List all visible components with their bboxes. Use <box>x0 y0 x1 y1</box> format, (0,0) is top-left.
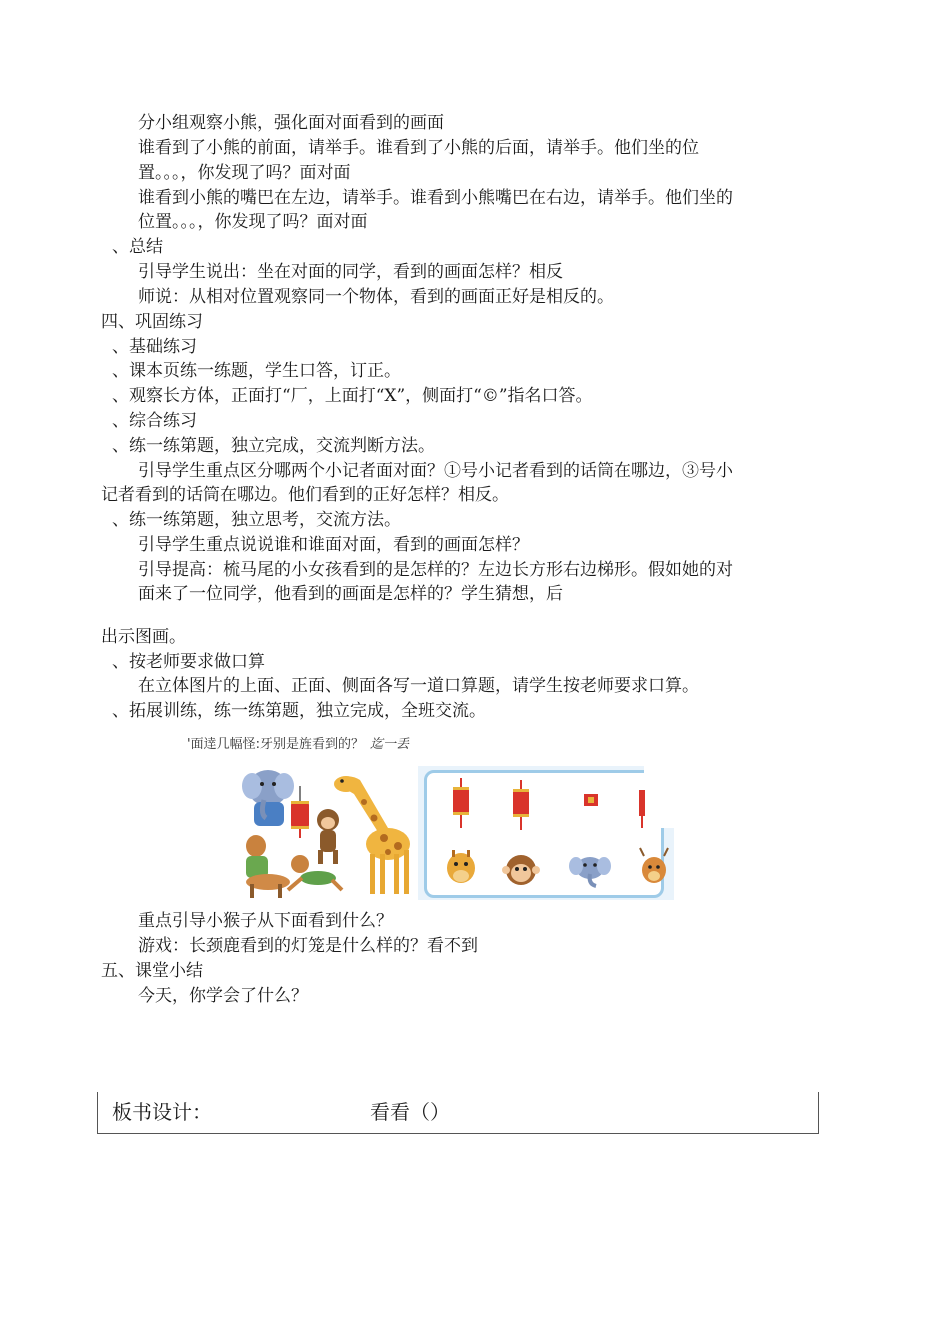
text-line: 游戏：长颈鹿看到的灯笼是什么样的？看不到 <box>138 936 478 956</box>
section-heading: 、按老师要求做口算 <box>112 652 265 672</box>
section-heading: 、总结 <box>112 237 163 257</box>
figure-caption <box>187 733 409 752</box>
section-heading: 五、课堂小结 <box>101 961 203 981</box>
text-line: 师说：从相对位置观察同一个物体，看到的画面正好是相反的。 <box>138 287 614 307</box>
text-line: 引导学生说出：坐在对面的同学，看到的画面怎样？相反 <box>138 262 563 282</box>
text-line: 今天，你学会了什么？ <box>138 986 308 1006</box>
monkey-icon <box>317 809 339 864</box>
text-line: 谁看到了小熊的前面，请举手。谁看到了小熊的后面，请举手。他们坐的位 <box>138 138 699 158</box>
text-line: 、练一练第题，独立思考，交流方法。 <box>112 510 401 530</box>
elephant-face-icon <box>569 857 611 886</box>
lantern-icon <box>291 786 309 838</box>
text-line: 引导学生重点说说谁和谁面对面，看到的画面怎样？ <box>138 535 529 555</box>
text-line: 、观察长方体，正面打“厂，上面打“X”，侧面打“©”指名口答。 <box>112 386 593 406</box>
section-heading: 、基础练习 <box>112 337 197 357</box>
lantern-bottom-icon <box>584 794 598 806</box>
lantern-icon <box>453 778 469 828</box>
lantern-icon <box>513 780 529 830</box>
text-line: 记者看到的话筒在哪边。他们看到的正好怎样？相反。 <box>101 485 509 505</box>
giraffe-icon <box>334 776 410 894</box>
figure-caption-tail: 迄一丢 <box>369 737 409 752</box>
elephant-icon <box>242 770 294 826</box>
animals-illustration <box>238 766 416 902</box>
section-heading: 、综合练习 <box>112 411 197 431</box>
text-line: 、课本页练一练题，学生口答，订正。 <box>112 361 401 381</box>
text-line: 分小组观察小熊，强化面对面看到的画面 <box>138 113 444 133</box>
views-icons <box>418 766 674 900</box>
board-design-title: 看看（） <box>370 1100 450 1124</box>
text-line: 出示图画。 <box>101 627 186 647</box>
giraffe-face-icon <box>447 850 475 883</box>
text-line: 、练一练第题，独立完成，交流判断方法。 <box>112 436 435 456</box>
text-line: 谁看到小熊的嘴巴在左边，请举手。谁看到小熊嘴巴在右边，请举手。他们坐的 <box>138 188 733 208</box>
text-line: 引导学生重点区分哪两个小记者面对面？①号小记者看到的话筒在哪边，③号小 <box>138 461 733 481</box>
text-line: 重点引导小猴子从下面看到什么？ <box>138 911 393 931</box>
deer-icon <box>246 835 290 898</box>
text-line: 面来了一位同学，他看到的画面是怎样的？学生猜想，后 <box>138 584 563 604</box>
figure-caption-text: '面逹几幅怪:牙别是旌看到的？ <box>187 737 364 752</box>
board-design-box <box>97 1092 819 1134</box>
monkey-face-icon <box>502 855 540 885</box>
board-design-label: 板书设计： <box>112 1100 212 1124</box>
section-heading: 四、巩固练习 <box>101 312 203 332</box>
text-line: 位置。。。，你发现了吗？面对面 <box>138 212 368 232</box>
text-line: 、拓展训练，练一练第题，独立完成，全班交流。 <box>112 701 486 721</box>
lantern-icon <box>639 790 645 828</box>
deer-face-icon <box>640 848 668 883</box>
text-line: 置。。。，你发现了吗？面对面 <box>138 163 351 183</box>
text-line: 在立体图片的上面、正面、侧面各写一道口算题，请学生按老师要求口算。 <box>138 676 699 696</box>
text-line: 引导提高：梳马尾的小女孩看到的是怎样的？左边长方形右边梯形。假如她的对 <box>138 560 733 580</box>
